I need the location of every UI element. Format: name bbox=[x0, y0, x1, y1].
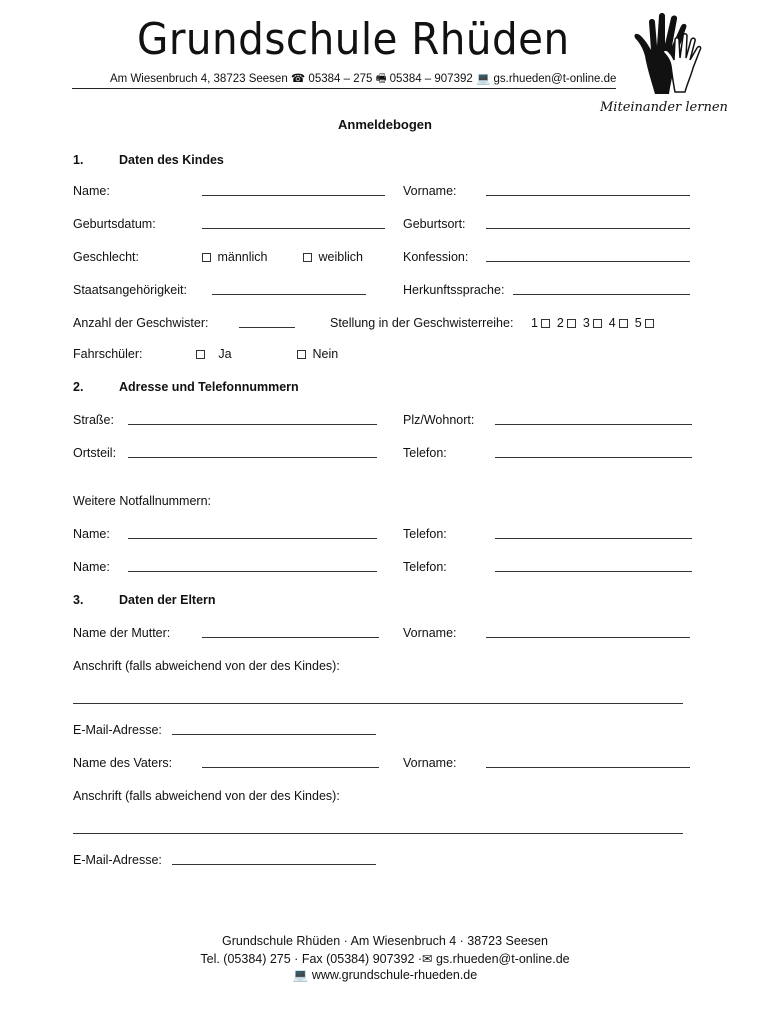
street-field[interactable] bbox=[128, 424, 377, 425]
birthdate-field[interactable] bbox=[202, 228, 385, 229]
position-1: 1 bbox=[531, 316, 538, 330]
mother-address-label: Anschrift (falls abweichend von der des Kindes): bbox=[73, 659, 340, 673]
father-address-field[interactable] bbox=[73, 833, 683, 834]
child-name-field[interactable] bbox=[202, 195, 385, 196]
school-name: Grundschule Rhüden bbox=[137, 14, 570, 65]
footer-contact: Tel. (05384) 275 · Fax (05384) 907392 ·✉ gs.rhueden@t-online.de bbox=[200, 952, 570, 966]
section-2-number: 2. bbox=[73, 380, 84, 394]
position-1-checkbox[interactable] bbox=[541, 319, 550, 328]
district-label: Ortsteil: bbox=[73, 446, 117, 460]
siblings-count-field[interactable] bbox=[239, 327, 295, 328]
bus-no-checkbox[interactable] bbox=[297, 350, 306, 359]
mother-email-label: E-Mail-Adresse: bbox=[73, 723, 162, 737]
emergency-phone-1-field[interactable] bbox=[495, 538, 692, 539]
confession-field[interactable] bbox=[486, 261, 690, 262]
bus-yes-checkbox[interactable] bbox=[196, 350, 205, 359]
hands-logo-icon bbox=[625, 10, 717, 96]
sibling-position-options bbox=[531, 316, 657, 330]
father-firstname-label: Vorname: bbox=[403, 756, 457, 770]
father-name-field[interactable] bbox=[202, 767, 379, 768]
gender-label: Geschlecht: bbox=[73, 250, 140, 264]
section-1-number: 1. bbox=[73, 153, 84, 167]
female-checkbox[interactable] bbox=[303, 253, 312, 262]
gender-male-option[interactable] bbox=[202, 250, 268, 264]
father-address-label: Anschrift (falls abweichend von der des Kindes): bbox=[73, 789, 340, 803]
school-motto: Miteinander lernen bbox=[600, 100, 728, 115]
father-email-field[interactable] bbox=[172, 864, 376, 865]
gender-female-option[interactable] bbox=[303, 250, 363, 264]
position-5: 5 bbox=[634, 316, 642, 330]
zip-city-label: Plz/Wohnort: bbox=[403, 413, 475, 427]
child-firstname-field[interactable] bbox=[486, 195, 690, 196]
mother-address-field[interactable] bbox=[73, 703, 683, 704]
phone-field[interactable] bbox=[495, 457, 692, 458]
mother-firstname-field[interactable] bbox=[486, 637, 690, 638]
father-name-label: Name des Vaters: bbox=[73, 756, 173, 770]
emergency-name-2-label: Name: bbox=[73, 560, 110, 574]
header-divider bbox=[72, 88, 616, 89]
emergency-numbers-label: Weitere Notfallnummern: bbox=[73, 494, 212, 508]
father-email-label: E-Mail-Adresse: bbox=[73, 853, 162, 867]
bus-no-label: Nein bbox=[312, 347, 339, 361]
female-label: weiblich bbox=[318, 250, 363, 264]
nationality-label: Staatsangehörigkeit: bbox=[73, 283, 187, 297]
bus-yes-option[interactable] bbox=[196, 347, 232, 361]
street-label: Straße: bbox=[73, 413, 114, 427]
position-5-checkbox[interactable] bbox=[645, 319, 654, 328]
bus-student-label: Fahrschüler: bbox=[73, 347, 143, 361]
position-2: 2 bbox=[556, 316, 564, 330]
birthdate-label: Geburtsdatum: bbox=[73, 217, 156, 231]
position-4-checkbox[interactable] bbox=[619, 319, 628, 328]
nationality-field[interactable] bbox=[212, 294, 366, 295]
emergency-phone-2-field[interactable] bbox=[495, 571, 692, 572]
language-label: Herkunftssprache: bbox=[403, 283, 505, 297]
section-3-title: Daten der Eltern bbox=[119, 593, 216, 607]
section-1-title: Daten des Kindes bbox=[119, 153, 224, 167]
form-title: Anmeldebogen bbox=[338, 117, 432, 132]
mother-name-field[interactable] bbox=[202, 637, 379, 638]
sibling-position-label: Stellung in der Geschwisterreihe: bbox=[330, 316, 514, 330]
birthplace-field[interactable] bbox=[486, 228, 690, 229]
position-4: 4 bbox=[608, 316, 616, 330]
emergency-name-1-label: Name: bbox=[73, 527, 110, 541]
phone-label: Telefon: bbox=[403, 446, 447, 460]
emergency-name-1-field[interactable] bbox=[128, 538, 377, 539]
bus-no-option[interactable] bbox=[297, 347, 338, 361]
footer-address: Grundschule Rhüden · Am Wiesenbruch 4 · 38723 Seesen bbox=[222, 934, 548, 948]
district-field[interactable] bbox=[128, 457, 377, 458]
zip-city-field[interactable] bbox=[495, 424, 692, 425]
mother-firstname-label: Vorname: bbox=[403, 626, 457, 640]
school-address: Am Wiesenbruch 4, 38723 Seesen ☎ 05384 – 275 🖷 05384 – 907392 💻 gs.rhueden@t-online.de bbox=[110, 73, 617, 85]
siblings-count-label: Anzahl der Geschwister: bbox=[73, 316, 209, 330]
mother-email-field[interactable] bbox=[172, 734, 376, 735]
section-2-title: Adresse und Telefonnummern bbox=[119, 380, 299, 394]
male-checkbox[interactable] bbox=[202, 253, 211, 262]
position-3: 3 bbox=[582, 316, 590, 330]
emergency-phone-1-label: Telefon: bbox=[403, 527, 447, 541]
male-label: männlich bbox=[217, 250, 268, 264]
birthplace-label: Geburtsort: bbox=[403, 217, 466, 231]
section-3-number: 3. bbox=[73, 593, 84, 607]
emergency-name-2-field[interactable] bbox=[128, 571, 377, 572]
child-firstname-label: Vorname: bbox=[403, 184, 457, 198]
footer-website: 💻 www.grundschule-rhueden.de bbox=[292, 968, 478, 982]
emergency-phone-2-label: Telefon: bbox=[403, 560, 447, 574]
confession-label: Konfession: bbox=[403, 250, 469, 264]
child-name-label: Name: bbox=[73, 184, 110, 198]
position-3-checkbox[interactable] bbox=[593, 319, 602, 328]
position-2-checkbox[interactable] bbox=[567, 319, 576, 328]
mother-name-label: Name der Mutter: bbox=[73, 626, 171, 640]
father-firstname-field[interactable] bbox=[486, 767, 690, 768]
bus-yes-label: Ja bbox=[218, 347, 232, 361]
language-field[interactable] bbox=[513, 294, 690, 295]
